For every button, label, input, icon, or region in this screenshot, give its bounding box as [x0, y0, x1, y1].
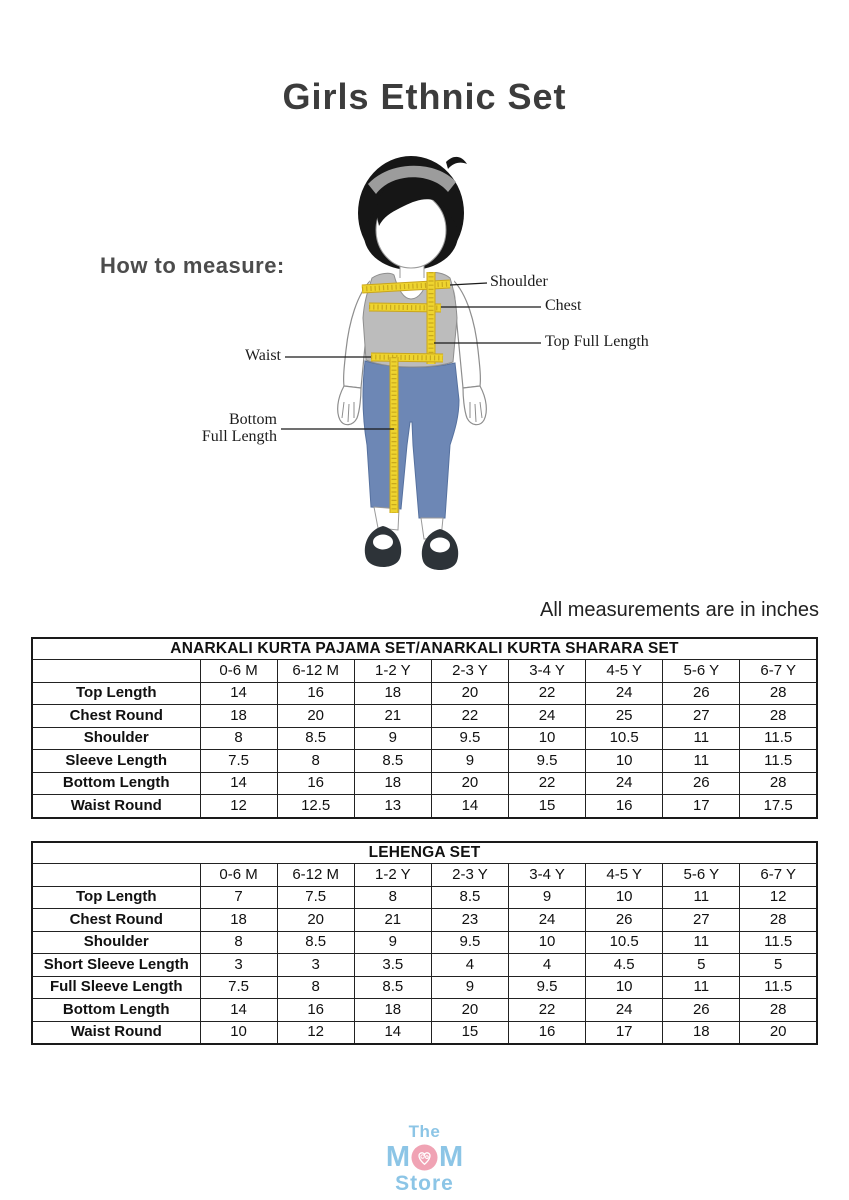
measurement-value-cell: 23 — [431, 909, 508, 932]
measurement-value-cell: 21 — [354, 705, 431, 728]
measurement-row — [32, 931, 817, 954]
lehenga-size-table — [31, 841, 818, 1045]
measurement-row — [32, 976, 817, 999]
measurement-value-cell: 22 — [509, 999, 586, 1022]
measurement-value-cell: 11.5 — [740, 727, 817, 750]
measurement-value-cell: 7.5 — [277, 886, 354, 909]
measurement-value-cell: 8.5 — [431, 886, 508, 909]
measurement-value-cell: 26 — [663, 682, 740, 705]
measurement-row — [32, 795, 817, 818]
measurement-value-cell: 28 — [740, 772, 817, 795]
measurement-value-cell: 12 — [740, 886, 817, 909]
measurement-value-cell: 8.5 — [354, 750, 431, 773]
measurement-value-cell: 10 — [586, 886, 663, 909]
size-column-header: 6-12 M — [277, 864, 354, 887]
measurement-value-cell: 14 — [200, 682, 277, 705]
measurement-value-cell: 10 — [200, 1021, 277, 1044]
measurement-value-cell: 9.5 — [431, 931, 508, 954]
measurement-value-cell: 8 — [200, 727, 277, 750]
the-mom-store-logo — [0, 1123, 849, 1194]
measurement-value-cell: 7.5 — [200, 750, 277, 773]
measurement-value-cell: 13 — [354, 795, 431, 818]
tape-shoulder — [362, 284, 450, 289]
measurement-row-label: Full Sleeve Length — [32, 976, 200, 999]
size-column-header: 6-7 Y — [740, 864, 817, 887]
size-column-header: 2-3 Y — [431, 660, 508, 683]
units-note: All measurements are in inches — [539, 599, 819, 621]
measurement-value-cell: 24 — [509, 705, 586, 728]
measurement-value-cell: 18 — [663, 1021, 740, 1044]
measurement-value-cell: 20 — [740, 1021, 817, 1044]
measurement-value-cell: 8 — [200, 931, 277, 954]
measurement-value-cell: 8 — [277, 976, 354, 999]
tape-waist — [371, 357, 443, 358]
measurement-value-cell: 14 — [200, 999, 277, 1022]
size-column-header: 5-6 Y — [663, 660, 740, 683]
measurement-row-label: Sleeve Length — [32, 750, 200, 773]
measurement-row-label: Bottom Length — [32, 772, 200, 795]
logo-word-store: Store — [395, 1172, 454, 1195]
measurement-value-cell: 14 — [354, 1021, 431, 1044]
size-column-header: 0-6 M — [200, 660, 277, 683]
size-column-header: 6-12 M — [277, 660, 354, 683]
measurement-value-cell: 24 — [509, 909, 586, 932]
measurement-value-cell: 14 — [431, 795, 508, 818]
table-title: ANARKALI KURTA PAJAMA SET/ANARKALI KURTA SHARARA SET — [32, 638, 817, 660]
table-title-row — [32, 638, 817, 660]
anarkali-size-table — [31, 637, 818, 819]
measurement-value-cell: 16 — [277, 999, 354, 1022]
measurement-value-cell: 9.5 — [431, 727, 508, 750]
measurement-value-cell: 20 — [431, 682, 508, 705]
logo-word-the: The — [408, 1122, 441, 1141]
measurement-value-cell: 20 — [277, 705, 354, 728]
measurement-value-cell: 28 — [740, 682, 817, 705]
measurement-value-cell: 28 — [740, 999, 817, 1022]
size-column-header: 4-5 Y — [586, 864, 663, 887]
empty-corner-cell — [32, 864, 200, 887]
measurement-value-cell: 22 — [431, 705, 508, 728]
measurement-value-cell: 18 — [200, 705, 277, 728]
measurement-row — [32, 954, 817, 977]
measurement-value-cell: 8.5 — [277, 727, 354, 750]
measurement-value-cell: 16 — [277, 772, 354, 795]
measurement-value-cell: 4.5 — [586, 954, 663, 977]
measurement-row-label: Chest Round — [32, 705, 200, 728]
size-column-header: 1-2 Y — [354, 660, 431, 683]
size-column-header: 1-2 Y — [354, 864, 431, 887]
measurement-value-cell: 24 — [586, 999, 663, 1022]
measurement-value-cell: 11.5 — [740, 750, 817, 773]
measurement-row — [32, 705, 817, 728]
measurement-value-cell: 16 — [509, 1021, 586, 1044]
page-title: Girls Ethnic Set — [282, 76, 567, 117]
girl-measurement-illustration — [0, 150, 849, 595]
measurement-value-cell: 8.5 — [277, 931, 354, 954]
measurement-value-cell: 10 — [586, 750, 663, 773]
measurement-value-cell: 9 — [354, 931, 431, 954]
measurement-value-cell: 9 — [354, 727, 431, 750]
how-to-measure-section — [0, 150, 849, 595]
measurement-value-cell: 24 — [586, 682, 663, 705]
measurement-value-cell: 22 — [509, 772, 586, 795]
measurement-value-cell: 11 — [663, 976, 740, 999]
measurement-value-cell: 7 — [200, 886, 277, 909]
size-column-header: 3-4 Y — [509, 660, 586, 683]
measurement-value-cell: 3 — [277, 954, 354, 977]
measurement-row — [32, 682, 817, 705]
measurement-value-cell: 12 — [200, 795, 277, 818]
measurement-row-label: Shoulder — [32, 727, 200, 750]
measurement-value-cell: 27 — [663, 705, 740, 728]
top-full-length-label: Top Full Length — [545, 333, 649, 350]
measurement-value-cell: 9 — [431, 976, 508, 999]
measurement-row-label: Top Length — [32, 886, 200, 909]
logo-m-left: M — [385, 1141, 410, 1173]
measurement-value-cell: 11.5 — [740, 976, 817, 999]
measurement-value-cell: 9 — [431, 750, 508, 773]
logo-m-right: M — [439, 1141, 464, 1173]
measurement-value-cell: 27 — [663, 909, 740, 932]
measurement-row-label: Short Sleeve Length — [32, 954, 200, 977]
measurement-value-cell: 10 — [586, 976, 663, 999]
measurement-value-cell: 9.5 — [509, 976, 586, 999]
measurement-value-cell: 18 — [354, 999, 431, 1022]
size-column-header: 2-3 Y — [431, 864, 508, 887]
measurement-value-cell: 9.5 — [509, 750, 586, 773]
measurement-row — [32, 1021, 817, 1044]
measurement-value-cell: 10.5 — [586, 727, 663, 750]
measurement-value-cell: 3.5 — [354, 954, 431, 977]
logo-word-mom — [0, 1143, 849, 1172]
measurement-value-cell: 10 — [509, 931, 586, 954]
measurement-value-cell: 5 — [663, 954, 740, 977]
measurement-value-cell: 12 — [277, 1021, 354, 1044]
empty-corner-cell — [32, 660, 200, 683]
measurement-value-cell: 18 — [354, 772, 431, 795]
chest-label: Chest — [545, 297, 582, 314]
measurement-value-cell: 11 — [663, 886, 740, 909]
measurement-value-cell: 15 — [509, 795, 586, 818]
waist-label: Waist — [244, 347, 281, 364]
measurement-row — [32, 727, 817, 750]
measurement-row-label: Bottom Length — [32, 999, 200, 1022]
size-column-header: 3-4 Y — [509, 864, 586, 887]
measurement-value-cell: 4 — [509, 954, 586, 977]
measurement-row — [32, 999, 817, 1022]
measurement-value-cell: 9 — [509, 886, 586, 909]
measurement-row-label: Shoulder — [32, 931, 200, 954]
measurement-value-cell: 16 — [586, 795, 663, 818]
how-to-measure-label: How to measure: — [100, 253, 285, 278]
measurement-value-cell: 20 — [277, 909, 354, 932]
measurement-value-cell: 3 — [200, 954, 277, 977]
measurement-value-cell: 25 — [586, 705, 663, 728]
measurement-value-cell: 15 — [431, 1021, 508, 1044]
measurement-value-cell: 17.5 — [740, 795, 817, 818]
measurement-value-cell: 28 — [740, 909, 817, 932]
measurement-value-cell: 18 — [200, 909, 277, 932]
measurement-row — [32, 909, 817, 932]
measurement-value-cell: 11 — [663, 931, 740, 954]
measurement-value-cell: 26 — [663, 772, 740, 795]
bottom-full-length-label: Bottom Full Length — [201, 411, 277, 445]
measurement-value-cell: 8.5 — [354, 976, 431, 999]
table-title-row — [32, 842, 817, 864]
measurement-value-cell: 11 — [663, 727, 740, 750]
measurement-row-label: Waist Round — [32, 795, 200, 818]
measurement-value-cell: 4 — [431, 954, 508, 977]
measurement-value-cell: 16 — [277, 682, 354, 705]
measurement-value-cell: 7.5 — [200, 976, 277, 999]
measurement-value-cell: 26 — [586, 909, 663, 932]
measurement-value-cell: 26 — [663, 999, 740, 1022]
measurement-value-cell: 5 — [740, 954, 817, 977]
measurement-row — [32, 886, 817, 909]
measurement-value-cell: 20 — [431, 772, 508, 795]
measurement-value-cell: 22 — [509, 682, 586, 705]
measurement-value-cell: 24 — [586, 772, 663, 795]
shoulder-label: Shoulder — [490, 273, 548, 290]
measurement-value-cell: 8 — [277, 750, 354, 773]
size-column-header: 4-5 Y — [586, 660, 663, 683]
measurement-value-cell: 17 — [663, 795, 740, 818]
size-column-header: 6-7 Y — [740, 660, 817, 683]
mom-heart-icon — [411, 1144, 438, 1171]
table-title: LEHENGA SET — [32, 842, 817, 864]
measurement-row — [32, 750, 817, 773]
size-column-header: 0-6 M — [200, 864, 277, 887]
size-column-header: 5-6 Y — [663, 864, 740, 887]
measurement-value-cell: 11.5 — [740, 931, 817, 954]
measurement-value-cell: 18 — [354, 682, 431, 705]
measurement-row-label: Top Length — [32, 682, 200, 705]
measurement-value-cell: 14 — [200, 772, 277, 795]
measurement-value-cell: 12.5 — [277, 795, 354, 818]
measurement-value-cell: 28 — [740, 705, 817, 728]
measurement-row — [32, 772, 817, 795]
measurement-value-cell: 11 — [663, 750, 740, 773]
measurement-row-label: Chest Round — [32, 909, 200, 932]
size-header-row — [32, 660, 817, 683]
measurement-value-cell: 20 — [431, 999, 508, 1022]
measurement-value-cell: 10 — [509, 727, 586, 750]
size-header-row — [32, 864, 817, 887]
measurement-row-label: Waist Round — [32, 1021, 200, 1044]
measurement-value-cell: 10.5 — [586, 931, 663, 954]
measurement-value-cell: 17 — [586, 1021, 663, 1044]
measurement-value-cell: 21 — [354, 909, 431, 932]
measurement-value-cell: 8 — [354, 886, 431, 909]
